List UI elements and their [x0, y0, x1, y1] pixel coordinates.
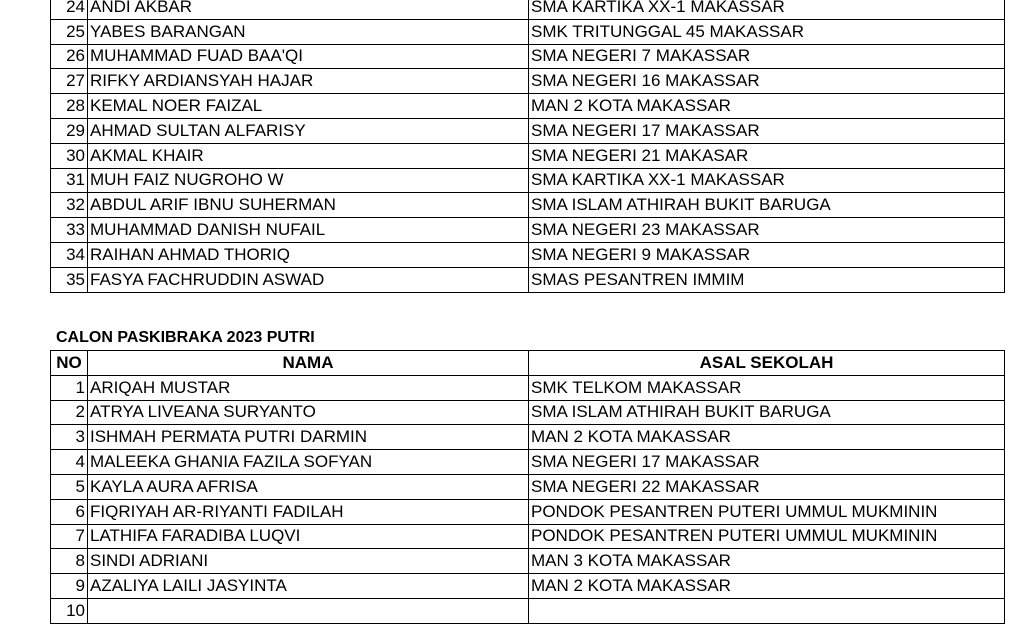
row-number: 2: [51, 400, 88, 425]
school-name: SMA NEGERI 21 MAKASAR: [529, 143, 1005, 168]
row-number: 29: [51, 118, 88, 143]
student-name: FIQRIYAH AR-RIYANTI FADILAH: [88, 499, 529, 524]
table-row: [51, 218, 1005, 243]
table-row: [51, 400, 1005, 425]
row-number: 33: [51, 218, 88, 243]
row-number: 4: [51, 450, 88, 475]
row-number: 10: [51, 598, 88, 623]
school-name: [529, 598, 1005, 623]
row-number: 27: [51, 69, 88, 94]
row-number: 24: [51, 0, 88, 19]
putra-table-continued: [50, 0, 1005, 293]
student-name: AHMAD SULTAN ALFARISY: [88, 118, 529, 143]
school-name: SMA NEGERI 9 MAKASSAR: [529, 242, 1005, 267]
student-name: ABDUL ARIF IBNU SUHERMAN: [88, 193, 529, 218]
column-header-name: NAMA: [88, 351, 529, 376]
student-name: YABES BARANGAN: [88, 19, 529, 44]
table-row: [51, 499, 1005, 524]
table-row: [51, 0, 1005, 19]
school-name: SMAS PESANTREN IMMIM: [529, 267, 1005, 292]
student-name: MUHAMMAD DANISH NUFAIL: [88, 218, 529, 243]
putri-table: [50, 350, 1005, 624]
student-name: ISHMAH PERMATA PUTRI DARMIN: [88, 425, 529, 450]
table-row: [51, 549, 1005, 574]
row-number: 28: [51, 94, 88, 119]
row-number: 1: [51, 375, 88, 400]
table-row: [51, 474, 1005, 499]
student-name: AZALIYA LAILI JASYINTA: [88, 574, 529, 599]
school-name: MAN 2 KOTA MAKASSAR: [529, 574, 1005, 599]
student-name: SINDI ADRIANI: [88, 549, 529, 574]
table-row: [51, 242, 1005, 267]
student-name: MUHAMMAD FUAD BAA'QI: [88, 44, 529, 69]
student-name: RIFKY ARDIANSYAH HAJAR: [88, 69, 529, 94]
row-number: 8: [51, 549, 88, 574]
student-name: AKMAL KHAIR: [88, 143, 529, 168]
row-number: 25: [51, 19, 88, 44]
school-name: SMA NEGERI 16 MAKASSAR: [529, 69, 1005, 94]
table-row: [51, 118, 1005, 143]
table-row: [51, 267, 1005, 292]
school-name: SMA NEGERI 7 MAKASSAR: [529, 44, 1005, 69]
table-header-row: [51, 351, 1005, 376]
putra-table-body: [51, 0, 1005, 292]
table-row: [51, 425, 1005, 450]
table-row: [51, 94, 1005, 119]
school-name: SMA NEGERI 23 MAKASSAR: [529, 218, 1005, 243]
row-number: 32: [51, 193, 88, 218]
student-name: MALEEKA GHANIA FAZILA SOFYAN: [88, 450, 529, 475]
row-number: 26: [51, 44, 88, 69]
student-name: ATRYA LIVEANA SURYANTO: [88, 400, 529, 425]
student-name: [88, 598, 529, 623]
table-row: [51, 168, 1005, 193]
table-row: [51, 69, 1005, 94]
student-name: KEMAL NOER FAIZAL: [88, 94, 529, 119]
student-name: ARIQAH MUSTAR: [88, 375, 529, 400]
row-number: 34: [51, 242, 88, 267]
school-name: SMA KARTIKA XX-1 MAKASSAR: [529, 0, 1005, 19]
column-header-no: NO: [51, 351, 88, 376]
table-row: [51, 574, 1005, 599]
school-name: SMA ISLAM ATHIRAH BUKIT BARUGA: [529, 400, 1005, 425]
student-name: MUH FAIZ NUGROHO W: [88, 168, 529, 193]
row-number: 3: [51, 425, 88, 450]
row-number: 5: [51, 474, 88, 499]
school-name: SMA KARTIKA XX-1 MAKASSAR: [529, 168, 1005, 193]
table-row: [51, 19, 1005, 44]
row-number: 35: [51, 267, 88, 292]
table-row: [51, 44, 1005, 69]
table-row: [51, 193, 1005, 218]
student-name: RAIHAN AHMAD THORIQ: [88, 242, 529, 267]
school-name: SMK TELKOM MAKASSAR: [529, 375, 1005, 400]
table-row: [51, 524, 1005, 549]
table-row: [51, 450, 1005, 475]
row-number: 6: [51, 499, 88, 524]
school-name: SMA NEGERI 22 MAKASSAR: [529, 474, 1005, 499]
school-name: SMA NEGERI 17 MAKASSAR: [529, 118, 1005, 143]
column-header-school: ASAL SEKOLAH: [529, 351, 1005, 376]
row-number: 31: [51, 168, 88, 193]
school-name: MAN 2 KOTA MAKASSAR: [529, 425, 1005, 450]
section-title: CALON PASKIBRAKA 2023 PUTRI: [56, 329, 315, 346]
table-row: [51, 143, 1005, 168]
putri-table-body: [51, 375, 1005, 623]
school-name: SMK TRITUNGGAL 45 MAKASSAR: [529, 19, 1005, 44]
row-number: 9: [51, 574, 88, 599]
school-name: PONDOK PESANTREN PUTERI UMMUL MUKMININ: [529, 524, 1005, 549]
table-row: [51, 375, 1005, 400]
school-name: MAN 3 KOTA MAKASSAR: [529, 549, 1005, 574]
row-number: 30: [51, 143, 88, 168]
school-name: SMA NEGERI 17 MAKASSAR: [529, 450, 1005, 475]
table-row: [51, 598, 1005, 623]
row-number: 7: [51, 524, 88, 549]
school-name: SMA ISLAM ATHIRAH BUKIT BARUGA: [529, 193, 1005, 218]
school-name: MAN 2 KOTA MAKASSAR: [529, 94, 1005, 119]
student-name: FASYA FACHRUDDIN ASWAD: [88, 267, 529, 292]
student-name: ANDI AKBAR: [88, 0, 529, 19]
school-name: PONDOK PESANTREN PUTERI UMMUL MUKMININ: [529, 499, 1005, 524]
student-name: LATHIFA FARADIBA LUQVI: [88, 524, 529, 549]
student-name: KAYLA AURA AFRISA: [88, 474, 529, 499]
